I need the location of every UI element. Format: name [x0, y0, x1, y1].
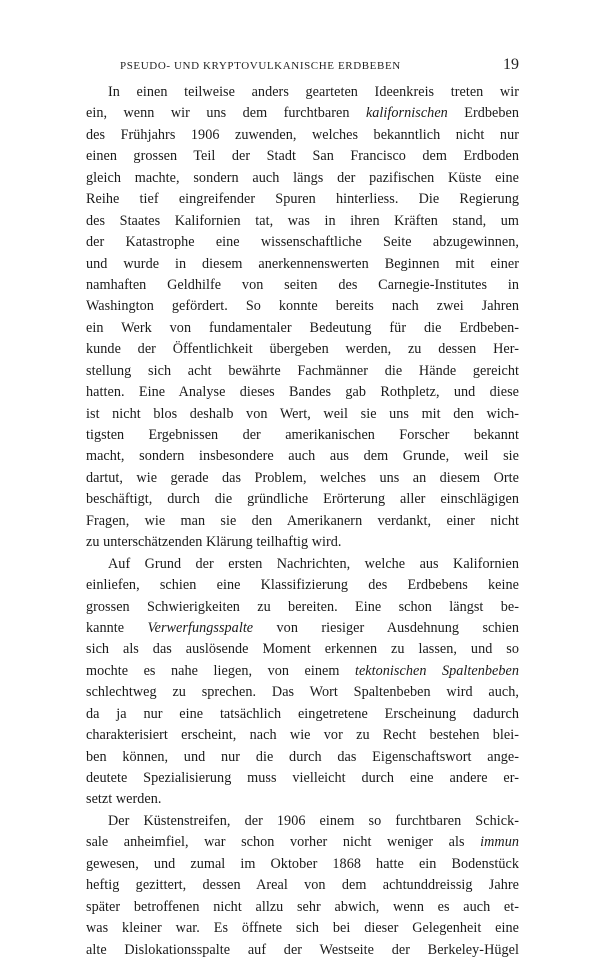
text-line — [86, 275, 519, 296]
text-segment: namhaften Geldhilfe von seiten des Carnegie-Institutes in — [86, 276, 519, 293]
text-segment: von riesiger Ausdehnung schien — [253, 619, 519, 636]
text-line — [86, 125, 519, 146]
text-segment: gewesen, und zumal im Oktober 1868 hatte ein Bodenstück — [86, 855, 519, 872]
text-segment: gleich machte, sondern auch längs der pazifischen Küste eine — [86, 169, 519, 186]
text-line — [86, 747, 519, 768]
text-segment: sale anheimfiel, war schon vorher nicht weniger als — [86, 834, 481, 851]
text-segment: sich als das auslösende Moment erkennen zu lassen, und so — [86, 641, 519, 658]
text-segment: setzt werden. — [86, 791, 162, 808]
text-line — [86, 618, 519, 639]
text-line — [86, 575, 519, 596]
italic-term: immun — [480, 834, 519, 851]
text-segment: Erdbeben — [447, 105, 519, 122]
text-segment: ist nicht blos deshalb von Wert, weil sie uns mit den wich- — [86, 405, 519, 422]
text-segment: kannte — [86, 619, 148, 636]
text-segment: ben können, und nur die durch das Eigenschaftswort ange- — [86, 748, 519, 765]
text-segment: tigsten Ergebnissen der amerikanischen Forscher bekannt — [86, 427, 519, 443]
text-line — [86, 704, 519, 725]
text-line — [86, 940, 519, 961]
text-line — [86, 425, 519, 446]
body-text — [86, 82, 519, 961]
text-line — [86, 489, 519, 510]
text-line — [86, 146, 519, 167]
text-line — [86, 232, 519, 253]
text-line — [86, 211, 519, 232]
text-segment: stellung sich acht bewährte Fachmänner die Hände gereicht — [86, 362, 519, 379]
text-segment: ein Werk von fundamentaler Bedeutung für die Erdbeben- — [86, 319, 519, 336]
text-line — [86, 661, 519, 682]
text-line — [86, 189, 519, 210]
text-line — [86, 468, 519, 489]
text-segment: Auf Grund der ersten Nachrichten, welche aus Kalifornien — [108, 555, 519, 572]
text-segment: der Katastrophe eine wissenschaftliche Seite abzugewinnen, — [86, 234, 519, 251]
text-segment: einliefen, schien eine Klassifizierung des Erdbebens keine — [86, 577, 519, 594]
text-segment: später betroffenen nicht allzu sehr abwich, wenn es auch et- — [86, 898, 519, 915]
text-segment: des Staates Kalifornien tat, was in ihren Kräften stand, um — [86, 212, 519, 229]
text-line — [86, 811, 519, 832]
text-segment: da ja nur eine tatsächlich eingetretene Erscheinung dadurch — [86, 705, 519, 722]
italic-term: Verwerfungsspalte — [147, 619, 254, 636]
text-line — [86, 554, 519, 575]
text-line — [86, 832, 519, 853]
italic-term: tektonischen Spaltenbeben — [354, 662, 520, 679]
text-segment: mochte es nahe liegen, von einem — [86, 662, 355, 679]
page-number: 19 — [503, 56, 519, 73]
italic-term: kalifornischen — [365, 105, 448, 122]
text-segment: des Frühjahrs 1906 zuwenden, welches bekanntlich nicht nur — [86, 126, 519, 143]
text-line — [86, 682, 519, 703]
text-line — [86, 768, 519, 789]
text-line — [86, 168, 519, 189]
text-line — [86, 382, 519, 403]
text-segment: Washington gefördert. So konnte bereits nach zwei Jahren — [86, 298, 519, 315]
text-segment: alte Dislokationsspalte auf der Westseite der Berkeley-Hügel — [86, 941, 519, 958]
text-segment: Der Küstenstreifen, der 1906 einem so furchtbaren Schick- — [108, 812, 519, 829]
text-line — [86, 854, 519, 875]
running-title: PSEUDO- UND KRYPTOVULKANISCHE ERDBEBEN — [120, 60, 401, 72]
text-segment: deutete Spezialisierung muss vielleicht durch eine andere er- — [86, 770, 519, 786]
text-segment: hatten. Eine Analyse dieses Bandes gab Rothpletz, und diese — [86, 384, 519, 401]
text-segment: kunde der Öffentlichkeit übergeben werden, zu dessen Her- — [86, 341, 519, 358]
text-line — [86, 361, 519, 382]
text-line — [86, 82, 519, 103]
text-segment: Fragen, wie man sie den Amerikanern verdankt, einer nicht — [86, 512, 519, 529]
text-segment: ein, wenn wir uns dem furchtbaren — [86, 105, 366, 122]
text-line — [86, 918, 519, 939]
text-segment: grossen Schwierigkeiten zu bereiten. Eine schon längst be- — [86, 598, 519, 615]
text-segment: charakterisiert erscheint, nach wie vor zu Recht bestehen blei- — [86, 727, 519, 744]
running-header — [86, 56, 519, 78]
text-segment: und wurde in diesem anerkennenswerten Beginnen mit einer — [86, 255, 519, 272]
text-line — [86, 532, 519, 553]
text-segment: Reihe tief eingreifender Spuren hinterliess. Die Regierung — [86, 191, 519, 208]
text-line — [86, 103, 519, 124]
text-line — [86, 511, 519, 532]
text-line — [86, 725, 519, 746]
text-segment: heftig gezittert, dessen Areal von dem achtunddreissig Jahre — [86, 877, 519, 894]
text-segment: dartut, wie gerade das Problem, welches uns an diesem Orte — [86, 469, 519, 486]
text-segment: In einen teilweise anders gearteten Ideenkreis treten wir — [108, 84, 519, 100]
text-line — [86, 789, 519, 810]
text-segment: macht, sondern insbesondere auch aus dem Grunde, weil sie — [86, 448, 519, 465]
text-segment: was kleiner war. Es öffnete sich bei dieser Gelegenheit eine — [86, 920, 519, 937]
text-segment: zu unterschätzenden Klärung teilhaftig wird. — [86, 534, 342, 551]
text-line — [86, 339, 519, 360]
text-line — [86, 446, 519, 467]
text-line — [86, 318, 519, 339]
text-line — [86, 296, 519, 317]
text-segment: beschäftigt, durch die gründliche Erörterung aller einschlägigen — [86, 491, 519, 508]
text-line — [86, 875, 519, 896]
text-line — [86, 639, 519, 660]
text-segment: einen grossen Teil der Stadt San Francisco dem Erdboden — [86, 148, 519, 165]
text-line — [86, 597, 519, 618]
text-line — [86, 404, 519, 425]
text-segment: schlechtweg zu sprechen. Das Wort Spaltenbeben wird auch, — [86, 684, 519, 701]
text-line — [86, 254, 519, 275]
